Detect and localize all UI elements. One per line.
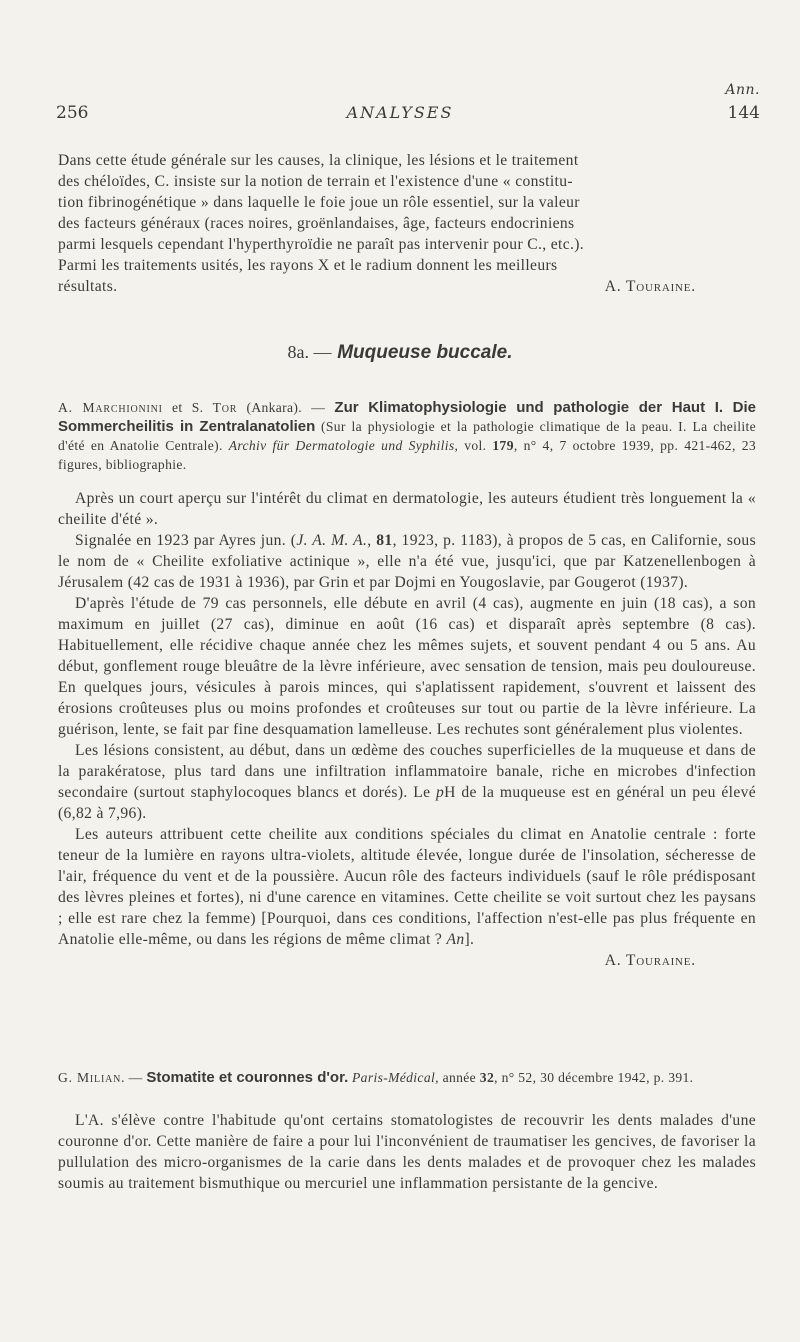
- citation-details: , n° 4, 7 octobre 1939, pp. 421-462, 23 figures, bibliographie.: [58, 438, 756, 472]
- text-line: tion fibrinogénétique » dans laquelle le foie joue un rôle essentiel, sur la valeur: [58, 194, 580, 211]
- volume-number: 179: [492, 438, 514, 453]
- abstract-body: [58, 1110, 756, 1194]
- text: et S.: [162, 400, 213, 415]
- text-line: Dans cette étude générale sur les causes, la clinique, les lésions et le traitement: [58, 152, 579, 169]
- paragraph: Après un court aperçu sur l'intérêt du climat en dermatologie, les auteurs étudient très longuement la « cheilite d'été ».: [58, 490, 756, 528]
- signature-line: [58, 950, 756, 971]
- article-title: Zur Klimatophysiologie und pathologie der Haut I. Die Sommercheilitis in Zentralanatolien: [58, 399, 757, 435]
- text: . —: [121, 1070, 147, 1085]
- text: , vol.: [454, 438, 493, 453]
- text: année: [438, 1070, 480, 1085]
- section-number: 8a. —: [287, 342, 332, 362]
- paragraph: D'après l'étude de 79 cas personnels, elle débute en avril (4 cas), augmente en juin (18 cas), a son maximum en juillet (27 cas), diminue en août (16 cas) et disparaît après septembre (8 cas). Habituellement, elle récidive chaque année chez les mêmes sujets, et souvent pendant 4 ou 5 ans. Au début, gonflement rouge bleuâtre de la lèvre inférieure, avec sensation de tension, mais peu douloureuse. En quelques jours, vésicules à parois minces, qui s'aplatissent rapidement, s'ouvrent et laissent des érosions croûteuses plus ou moins profondes et croûteuses sur tout ou partie de la lèvre inférieure. La guérison, lente, se fait par fine desquamation lamelleuse. Les rechutes sont généralement plus violentes.: [58, 595, 756, 738]
- text: An: [446, 931, 465, 948]
- signature: A. Touraine.: [604, 952, 696, 969]
- text-line: des chéloïdes, C. insiste sur la notion de terrain et l'existence d'une « constitu-: [58, 173, 573, 190]
- citation-details: , n° 52, 30 décembre 1942, p. 391.: [494, 1070, 694, 1085]
- title-translation: (Sur la physiologie et la pathologie climatique de la peau. I. La cheilite d'été en Anatolie Centrale).: [58, 419, 756, 453]
- paragraph: [58, 530, 756, 593]
- text: Signalée en 1923 par Ayres jun. (: [75, 532, 297, 549]
- paragraph: L'A. s'élève contre l'habitude qu'ont certains stomatologistes de recouvrir les dents malades d'une couronne d'or. Cette manière de faire a pour lui l'inconvénient de traumatiser les gencives, de favoriser la pullulation des micro-organismes de la carie dans les dents malades et de provoquer chez les malades soumis au traitement bismuthique ou mercuriel une inflammation persistante de la gencive.: [58, 1112, 756, 1192]
- text: ,: [367, 532, 377, 549]
- text-line: résultats.: [58, 278, 118, 295]
- abstract-body: [58, 488, 756, 971]
- text: p: [435, 784, 445, 801]
- text: Les auteurs attribuent cette cheilite aux conditions spéciales du climat en Anatolie centrale : forte teneur de la lumière en rayons ultra-violets, altitude élevée, longue durée de l'insolation, sécheresse de l'air, fréquence du vent et de la poussière. Aucun rôle des facteurs individuels (sauf le rôle prédisposant des lèvres pleines et fortes), ni d'une carence en vitamines. Cette cheilite se voit surtout chez les paysans ; elle est rare chez la femme) [Pourquoi, dans ces conditions, l'affection n'est-elle pas plus fréquente en Anatolie elle-même, ou dans les régions de même climat ?: [58, 826, 756, 948]
- section-title: Muqueuse buccale.: [337, 342, 513, 363]
- journal-name: J. A. M. A.: [296, 532, 368, 549]
- journal-name: Archiv für Dermatologie und Syphilis: [228, 438, 455, 453]
- margin-annotation: Ann.: [725, 82, 760, 98]
- text: H de la muqueuse est en général un peu élevé (6,82 à 7,96).: [58, 784, 757, 822]
- last-line: [58, 276, 756, 297]
- reference-entry: [58, 398, 756, 474]
- running-title: ANALYSES: [346, 103, 454, 122]
- volume-number: 32: [479, 1070, 495, 1085]
- page-number: 256: [56, 103, 89, 123]
- journal-name: Paris-Médical,: [348, 1070, 439, 1085]
- reference-entry: [58, 1068, 756, 1087]
- article-title: Stomatite et couronnes d'or.: [146, 1069, 349, 1086]
- text-line: parmi lesquels cependant l'hyperthyroïdie ne paraît pas intervenir pour C., etc.).: [58, 236, 585, 253]
- text: ].: [464, 931, 475, 948]
- section-heading: [0, 342, 800, 364]
- intro-paragraph: [58, 150, 756, 297]
- paragraph: [58, 740, 756, 824]
- text: Les lésions consistent, au début, dans un œdème des couches superficielles de la muqueuse et dans de la parakératose, plus tard dans une infiltration inflammatoire banale, riche en microbes d'infection secondaire (surtout staphylocoques blancs et dorés). Le: [58, 742, 756, 801]
- text: , 1923, p. 1183), à propos de 5 cas, en Californie, sous le nom de « Cheilite exfoliative actinique », elle n'a été vue, jusqu'ici, que par Katzenellenbogen à Jérusalem (42 cas de 1931 à 1936), par Grin et par Dojmi en Yougoslavie, par Gougerot (1937).: [58, 532, 756, 591]
- affiliation: (Ankara). —: [237, 400, 335, 415]
- author-name: G. Milian: [58, 1070, 122, 1085]
- text-line: Parmi les traitements usités, les rayons X et le radium donnent les meilleurs: [58, 257, 558, 274]
- volume-number: 144: [727, 103, 760, 123]
- text-line: des facteurs généraux (races noires, groënlandaises, âge, facteurs endocriniens: [58, 215, 575, 232]
- author-name: A. Marchionini: [58, 400, 163, 415]
- signature: A. Touraine.: [604, 278, 696, 295]
- author-name: Tor: [212, 400, 238, 415]
- volume-number: 81: [376, 532, 393, 549]
- paragraph: [58, 824, 756, 950]
